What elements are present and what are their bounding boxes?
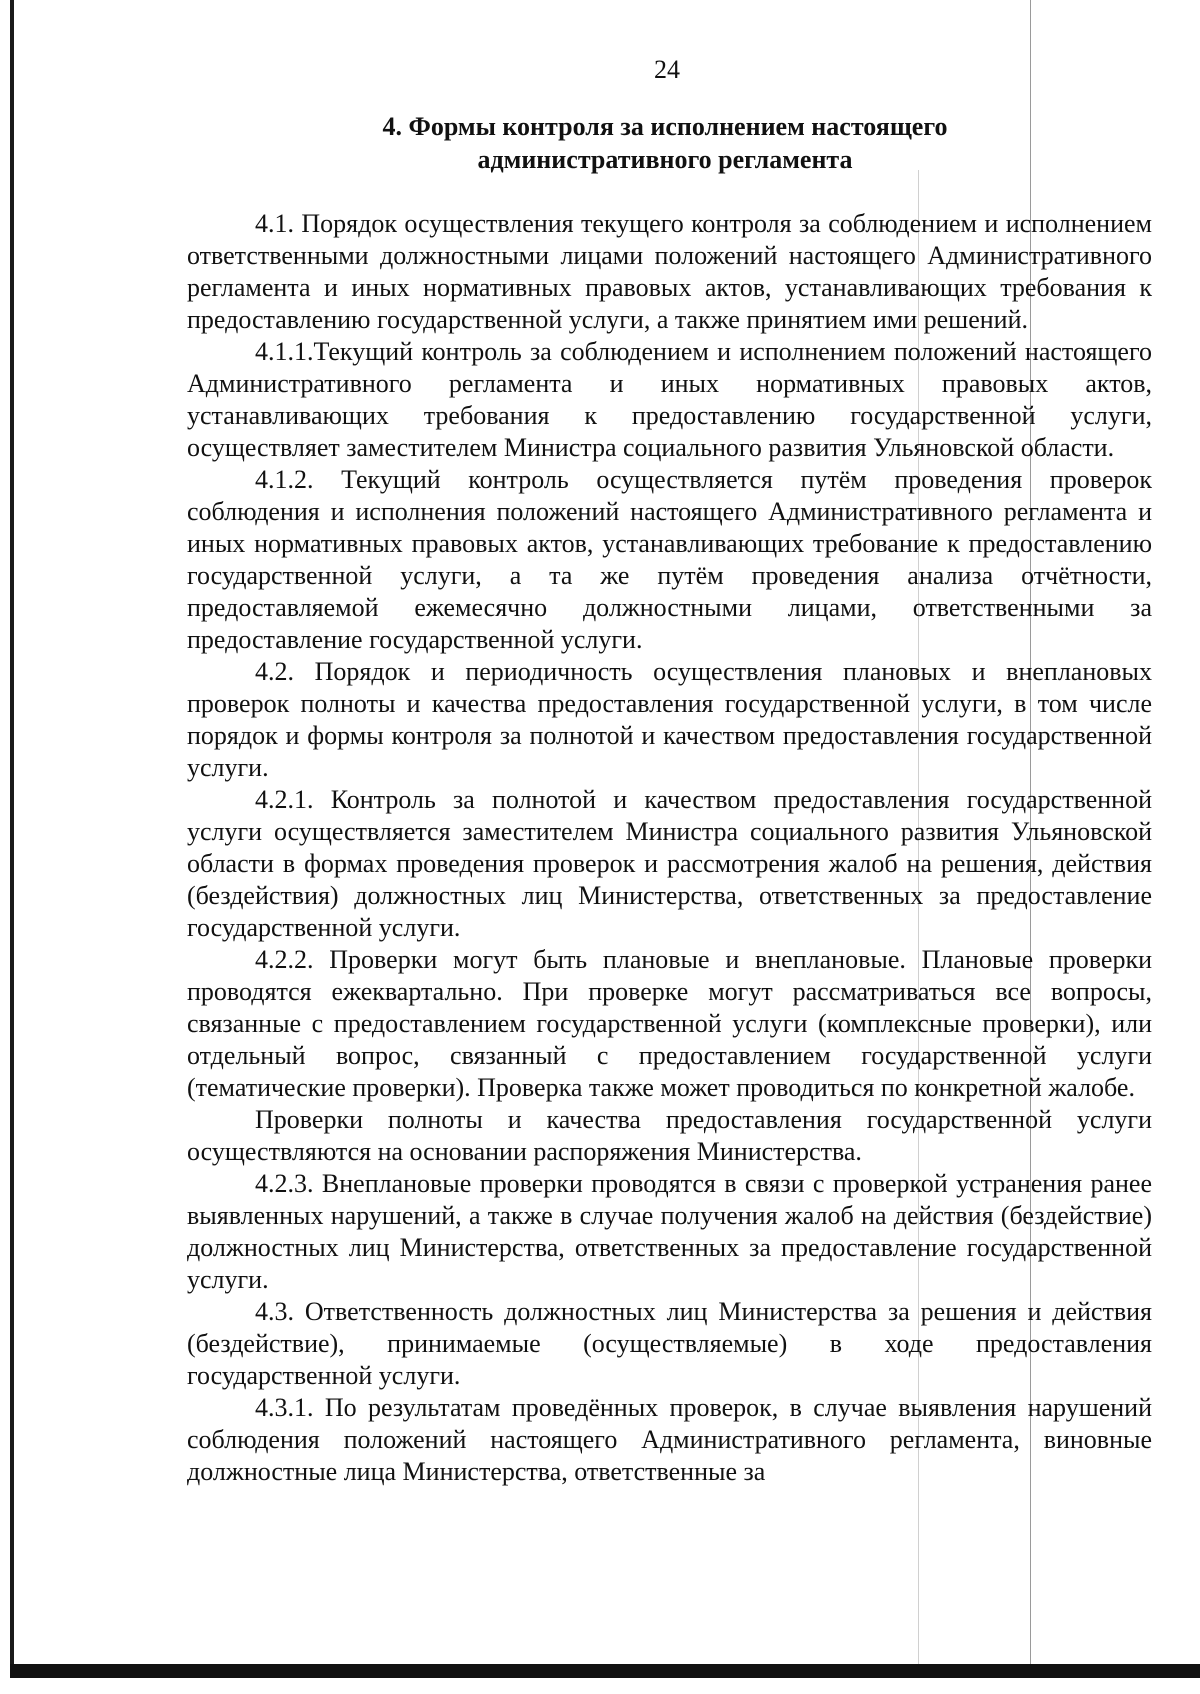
paragraph-4-2-2: 4.2.2. Проверки могут быть плановые и внеплановые. Плановые проверки проводятся ежеквартально. При проверке могут рассматриваться все вопросы, связанные с предоставлением государственной услуги (комплексные проверки), или отдельный вопрос, связанный с предоставлением государственной услуги (тематические проверки). Проверка также может проводиться по конкретной жалобе. — [187, 945, 1152, 1102]
paragraph-4-1-2: 4.1.2. Текущий контроль осуществляется путём проведения проверок соблюдения и исполнения положений настоящего Административного регламента и иных нормативных правовых актов, устанавливающих требование к предоставлению государственной услуги, а та же путём проведения анализа отчётности, предоставляемой ежемесячно должностными лицами, ответственными за предоставление государственной услуги. — [187, 465, 1152, 654]
paragraph-4-3: 4.3. Ответственность должностных лиц Министерства за решения и действия (бездействие), принимаемые (осуществляемые) в ходе предоставления государственной услуги. — [187, 1297, 1152, 1390]
section-heading — [330, 110, 1000, 176]
document-body — [187, 208, 1152, 1488]
scan-bottom-border — [10, 1664, 1200, 1678]
section-heading-line: 4. Формы контроля за исполнением настоящего — [382, 112, 948, 141]
paragraph-inspections-basis: Проверки полноты и качества предоставления государственной услуги осуществляются на основании распоряжения Министерства. — [187, 1105, 1152, 1166]
paragraph-4-2: 4.2. Порядок и периодичность осуществления плановых и внеплановых проверок полноты и качества предоставления государственной услуги, в том числе порядок и формы контроля за полнотой и качеством предоставления государственной услуги. — [187, 657, 1152, 782]
paragraph-4-1: 4.1. Порядок осуществления текущего контроля за соблюдением и исполнением ответственными должностными лицами положений настоящего Административного регламента и иных нормативных правовых актов, устанавливающих требования к предоставлению государственной услуги, а также принятием ими решений. — [187, 209, 1152, 334]
paragraph-4-3-1: 4.3.1. По результатам проведённых проверок, в случае выявления нарушений соблюдения положений настоящего Административного регламента, виновные должностные лица Министерства, ответственные за — [187, 1393, 1152, 1486]
paragraph-4-2-3: 4.2.3. Внеплановые проверки проводятся в связи с проверкой устранения ранее выявленных нарушений, а также в случае получения жалоб на действия (бездействие) должностных лиц Министерства, ответственных за предоставление государственной услуги. — [187, 1169, 1152, 1294]
scan-left-border — [10, 0, 14, 1668]
paragraph-4-1-1: 4.1.1.Текущий контроль за соблюдением и исполнением положений настоящего Административного регламента и иных нормативных правовых актов, устанавливающих требования к предоставлению государственной услуги, осуществляет заместителем Министра социального развития Ульяновской области. — [187, 337, 1152, 462]
page-number: 24 — [654, 55, 680, 84]
section-heading-line: административного регламента — [477, 145, 853, 174]
paragraph-4-2-1: 4.2.1. Контроль за полнотой и качеством предоставления государственной услуги осуществляется заместителем Министра социального развития Ульяновской области в формах проведения проверок и рассмотрения жалоб на решения, действия (бездействия) должностных лиц Министерства, ответственных за предоставление государственной услуги. — [187, 785, 1152, 942]
